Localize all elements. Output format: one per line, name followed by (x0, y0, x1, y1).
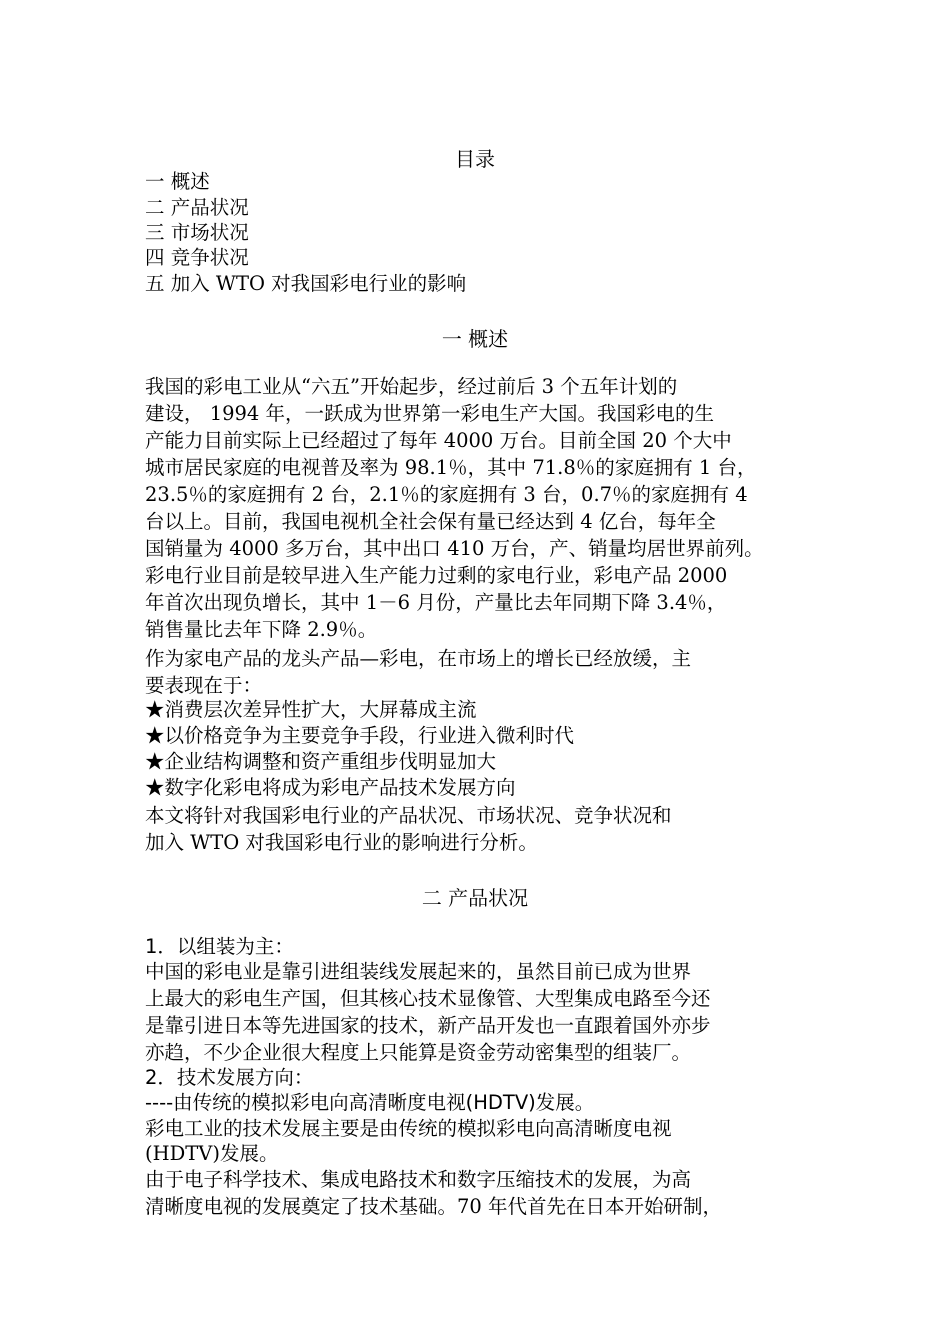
paragraph-line: 清晰度电视的发展奠定了技术基础。70 年代首先在日本开始研制， (145, 1195, 723, 1218)
paragraph-line: 上最大的彩电生产国，但其核心技术显像管、大型集成电路至今还 (145, 987, 711, 1010)
bullet-item: ★消费层次差异性扩大，大屏幕成主流 (145, 698, 477, 721)
section-heading: 一 概述 (441, 327, 509, 351)
paragraph-line: 亦趋，不少企业很大程度上只能算是资金劳动密集型的组装厂。 (145, 1041, 692, 1064)
paragraph-line: 城市居民家庭的电视普及率为 98.1％，其中 71.8％的家庭拥有 1 台， (145, 456, 757, 479)
paragraph-line: 是靠引进日本等先进国家的技术，新产品开发也一直跟着国外亦步 (145, 1014, 711, 1037)
paragraph-line: 我国的彩电工业从“六五”开始起步，经过前后 3 个五年计划的 (145, 375, 678, 398)
paragraph-line: (HDTV)发展。 (145, 1142, 279, 1165)
paragraph-line: 建设， 1994 年，一跃成为世界第一彩电生产大国。我国彩电的生 (145, 402, 715, 425)
subheading-title: ----由传统的模拟彩电向高清晰度电视(HDTV)发展。 (145, 1091, 595, 1114)
toc-item: 二 产品状况 (145, 196, 249, 219)
toc-item: 五 加入 WTO 对我国彩电行业的影响 (145, 272, 467, 295)
paragraph-line: 要表现在于： (145, 674, 263, 697)
toc-item: 一 概述 (145, 170, 210, 193)
paragraph-line: 台以上。目前，我国电视机全社会保有量已经达到 4 亿台，每年全 (145, 510, 716, 533)
paragraph-line: 23.5％的家庭拥有 2 台，2.1％的家庭拥有 3 台，0.7％的家庭拥有 4 (145, 483, 748, 506)
paragraph-line: 作为家电产品的龙头产品—彩电，在市场上的增长已经放缓，主 (145, 647, 692, 670)
subheading: 1．以组装为主： (145, 935, 294, 958)
paragraph-line: 彩电行业目前是较早进入生产能力过剩的家电行业，彩电产品 2000 (145, 564, 728, 587)
bullet-item: ★以价格竞争为主要竞争手段，行业进入微利时代 (145, 724, 575, 747)
paragraph-line: 年首次出现负增长，其中 1－6 月份，产量比去年同期下降 3.4％， (145, 591, 727, 614)
section-heading: 二 产品状况 (421, 886, 529, 910)
paragraph-line: 国销量为 4000 多万台，其中出口 410 万台，产、销量均居世界前列。 (145, 537, 764, 560)
paragraph-line: 中国的彩电业是靠引进组装线发展起来的，虽然目前已成为世界 (145, 960, 692, 983)
bullet-item: ★数字化彩电将成为彩电产品技术发展方向 (145, 776, 516, 799)
paragraph-line: 由于电子科学技术、集成电路技术和数字压缩技术的发展，为高 (145, 1168, 692, 1191)
toc-item: 三 市场状况 (145, 221, 249, 244)
paragraph-line: 产能力目前实际上已经超过了每年 4000 万台。目前全国 20 个大中 (145, 429, 732, 452)
paragraph-line: 本文将针对我国彩电行业的产品状况、市场状况、竞争状况和 (145, 804, 672, 827)
paragraph-line: 销售量比去年下降 2.9％。 (145, 618, 378, 641)
bullet-item: ★企业结构调整和资产重组步伐明显加大 (145, 750, 497, 773)
paragraph-line: 加入 WTO 对我国彩电行业的影响进行分析。 (145, 831, 538, 854)
subheading: 2．技术发展方向： (145, 1066, 314, 1089)
paragraph-line: 彩电工业的技术发展主要是由传统的模拟彩电向高清晰度电视 (145, 1117, 672, 1140)
toc-title: 目录 (455, 147, 495, 171)
toc-item: 四 竞争状况 (145, 246, 249, 269)
